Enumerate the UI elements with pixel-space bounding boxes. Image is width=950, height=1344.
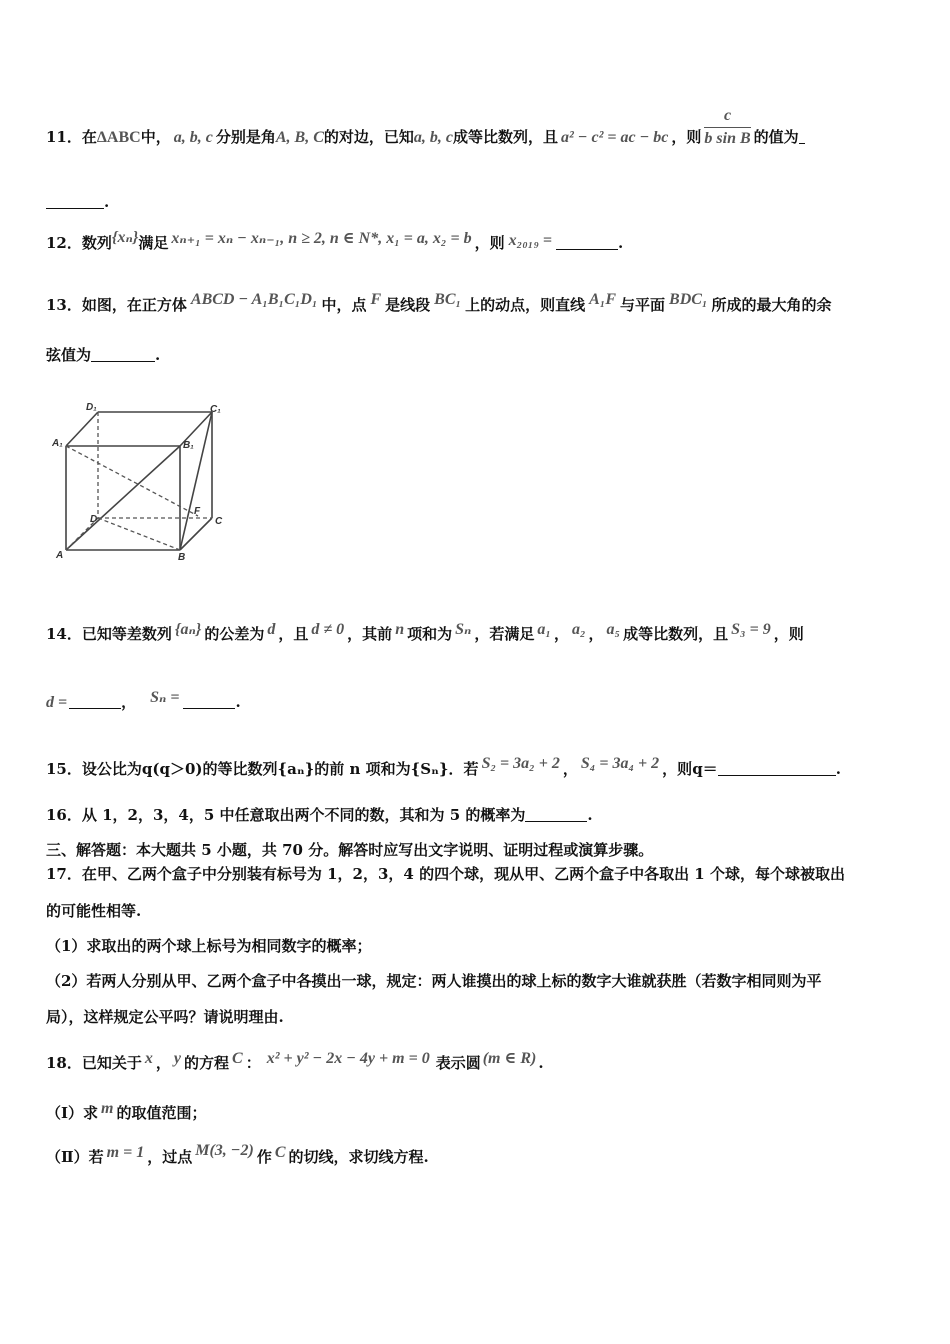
answer-blank-14d[interactable]: [69, 694, 121, 709]
answer-blank-11b[interactable]: [46, 194, 104, 209]
label-d: D: [90, 514, 98, 525]
label-a: A: [56, 550, 64, 561]
answer-blank-14s[interactable]: [183, 694, 235, 709]
label-d1: D₁: [86, 402, 97, 413]
answer-blank-16[interactable]: [525, 807, 587, 822]
question-18-part2: （Ⅱ）若 m = 1 ，过点 M(3, −2) 作 C 的切线，求切线方程.: [46, 1142, 429, 1166]
question-14-answers: d = ， Sₙ = .: [46, 689, 241, 711]
question-17-part1: （1）求取出的两个球上标号为相同数字的概率；: [46, 937, 372, 955]
fraction-c-over-bsinB: $\frac{c}{\text{b sin B}}$: [704, 106, 751, 147]
edge-bc: [180, 518, 212, 550]
question-13-cont: 弦值为 .: [46, 346, 161, 364]
edge-a1d1: [66, 412, 98, 446]
diagonal-ab1: [66, 446, 180, 550]
answer-blank-11a[interactable]: [799, 129, 805, 144]
hidden-a1f: [66, 446, 198, 516]
question-12: 12．数列{xₙ}满足 xₙ₊₁ = xₙ − xₙ₋₁, n ≥ 2, n ∈ N*, x₁ = a, x₂ = b ，则 x₂₀₁₉ = .: [46, 229, 624, 252]
answer-blank-13[interactable]: [91, 347, 155, 362]
section-header: 三、解答题：本大题共 5 小题，共 70 分。解答时应写出文字说明、证明过程或演算步骤。: [46, 841, 654, 859]
question-17-line1: 17．在甲、乙两个盒子中分别装有标号为 1，2，3，4 的四个球，现从甲、乙两个盒子中各取出 1 个球，每个球被取出: [46, 865, 845, 883]
question-17-line2: 的可能性相等.: [46, 902, 142, 920]
label-a1: A₁: [52, 438, 63, 449]
cube-figure: [52, 400, 232, 565]
label-f: F: [194, 506, 201, 517]
question-11: 11．在ΔABC中， a, b, c 分别是角A, B, C的对边，已知a, b, c成等比数列，且 a² − c² = ac − bc ，则 $\frac{c}{\text{b sin B}}$ 的值为: [46, 127, 805, 149]
hidden-db: [98, 518, 180, 550]
question-15: 15．设公比为q(q＞0)的等比数列{aₙ}的前 n 项和为{Sₙ}．若 S₂ = 3a₂ + 2 ， S₄ = 3a₄ + 2 ，则q＝ .: [46, 755, 841, 778]
segment-bc1: [180, 412, 212, 550]
label-b1: B₁: [183, 440, 194, 451]
answer-blank-15[interactable]: [718, 761, 836, 776]
question-11-cont: .: [46, 192, 109, 212]
question-17-part2-line1: （2）若两人分别从甲、乙两个盒子中各摸出一球，规定：两人谁摸出的球上标的数字大谁就获胜（若数字相同则为平: [46, 972, 822, 990]
question-14: 14．已知等差数列 {aₙ} 的公差为 d ，且 d ≠ 0 ，其前 n 项和为 Sₙ ，若满足 a₁ ， a₂ ， a₅ 成等比数列，且 S₃ = 9 ，则: [46, 621, 804, 643]
answer-blank-12[interactable]: [556, 235, 618, 250]
question-16: 16．从 1，2，3，4，5 中任意取出两个不同的数，其和为 5 的概率为 .: [46, 806, 593, 824]
question-18-part1: （Ⅰ）求 m 的取值范围；: [46, 1100, 207, 1122]
label-c1: C₁: [210, 404, 221, 415]
question-18: 18．已知关于 x ， y 的方程 C ： x² + y² − 2x − 4y + m = 0 表示圆 (m ∈ R) .: [46, 1050, 544, 1072]
question-17-part2-line2: 局），这样规定公平吗？请说明理由.: [46, 1008, 284, 1026]
question-13: 13．如图，在正方体 ABCD − A₁B₁C₁D₁ 中，点 F 是线段 BC₁ 上的动点，则直线 A₁F 与平面 BDC₁ 所成的最大角的余: [46, 291, 832, 314]
label-b: B: [178, 552, 186, 563]
label-c: C: [215, 516, 223, 527]
